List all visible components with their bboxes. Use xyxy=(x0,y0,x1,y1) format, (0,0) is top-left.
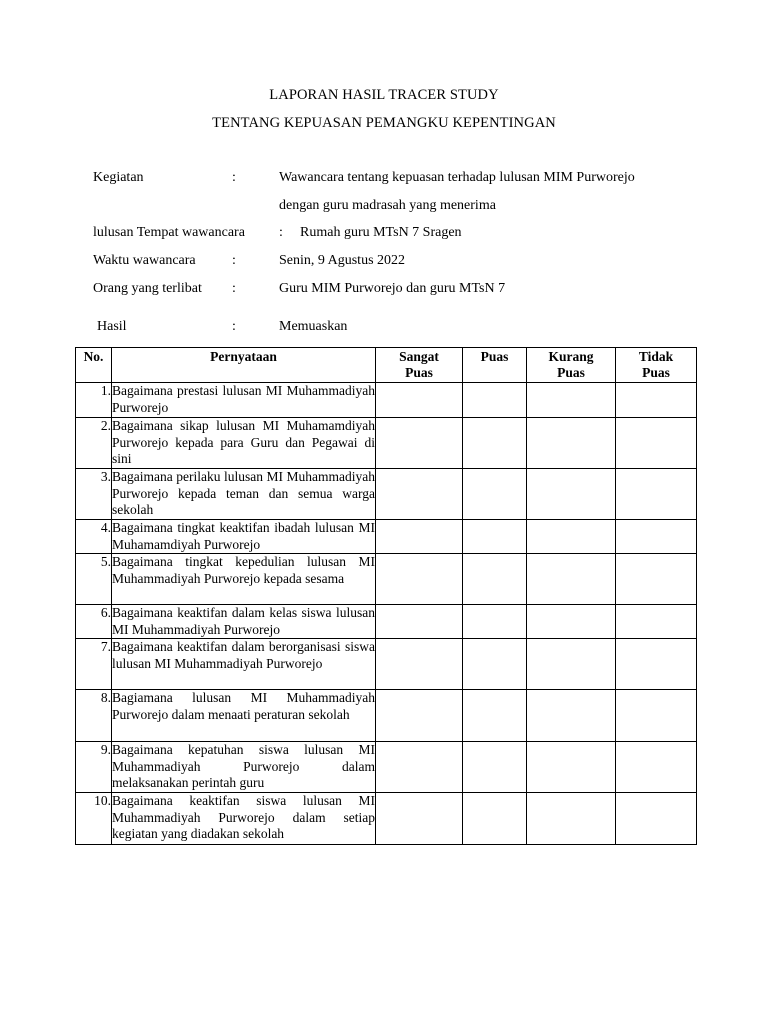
table-row xyxy=(76,639,697,690)
header-tidak-puas-line1: Tidak xyxy=(638,349,674,364)
info-colon: : xyxy=(232,170,236,185)
cell-puas[interactable] xyxy=(463,639,527,690)
cell-puas[interactable] xyxy=(463,554,527,605)
header-sangat-puas-line2: Puas xyxy=(405,365,433,380)
header-kurang-puas-line2: Puas xyxy=(557,365,585,380)
cell-tidak-puas[interactable] xyxy=(616,690,697,742)
satisfaction-table xyxy=(75,347,697,845)
info-value-kegiatan: Wawancara tentang kepuasan terhadap lulusan MIM Purworejo xyxy=(279,170,635,185)
row-number: 9. xyxy=(76,742,112,793)
row-number: 4. xyxy=(76,520,112,554)
cell-sangat-puas[interactable] xyxy=(376,690,463,742)
cell-tidak-puas[interactable] xyxy=(616,639,697,690)
info-row-hasil xyxy=(0,319,768,339)
cell-kurang-puas[interactable] xyxy=(527,520,616,554)
cell-sangat-puas[interactable] xyxy=(376,605,463,639)
row-statement: Bagaimana keaktifan siswa lulusan MI Muhammadiyah Purworejo dalam setiap kegiatan yang diadakan sekolah xyxy=(112,793,376,845)
cell-tidak-puas[interactable] xyxy=(616,793,697,845)
cell-tidak-puas[interactable] xyxy=(616,554,697,605)
row-statement: Bagaimana kepatuhan siswa lulusan MI Muhammadiyah Purworejo dalam melaksanakan perintah guru xyxy=(112,742,376,793)
cell-sangat-puas[interactable] xyxy=(376,742,463,793)
cell-puas[interactable] xyxy=(463,520,527,554)
table-row xyxy=(76,520,697,554)
info-label-kegiatan: Kegiatan xyxy=(93,170,144,185)
header-sangat-puas-line1: Sangat xyxy=(399,349,439,364)
cell-puas[interactable] xyxy=(463,418,527,469)
row-statement: Bagiamana lulusan MI Muhammadiyah Purworejo dalam menaati peraturan sekolah xyxy=(112,690,376,742)
cell-kurang-puas[interactable] xyxy=(527,690,616,742)
table-row xyxy=(76,469,697,520)
info-value-tempat: Rumah guru MTsN 7 Sragen xyxy=(300,225,462,240)
info-value-hasil: Memuaskan xyxy=(279,319,348,334)
info-label-orang: Orang yang terlibat xyxy=(93,281,202,296)
cell-puas[interactable] xyxy=(463,383,527,418)
cell-puas[interactable] xyxy=(463,793,527,845)
cell-sangat-puas[interactable] xyxy=(376,793,463,845)
row-number: 7. xyxy=(76,639,112,690)
cell-kurang-puas[interactable] xyxy=(527,469,616,520)
cell-kurang-puas[interactable] xyxy=(527,793,616,845)
info-row-tempat xyxy=(0,225,768,245)
row-statement: Bagaimana keaktifan dalam kelas siswa lulusan MI Muhammadiyah Purworejo xyxy=(112,605,375,637)
info-row-kegiatan-cont xyxy=(0,198,768,218)
header-sangat-puas xyxy=(376,348,463,383)
cell-kurang-puas[interactable] xyxy=(527,639,616,690)
cell-tidak-puas[interactable] xyxy=(616,520,697,554)
info-colon: : xyxy=(232,319,236,334)
cell-tidak-puas[interactable] xyxy=(616,383,697,418)
cell-tidak-puas[interactable] xyxy=(616,418,697,469)
info-value-orang: Guru MIM Purworejo dan guru MTsN 7 xyxy=(279,281,506,296)
document-title: LAPORAN HASIL TRACER STUDY xyxy=(269,87,499,103)
info-value-waktu: Senin, 9 Agustus 2022 xyxy=(279,253,406,268)
row-statement: Bagaimana tingkat kepedulian lulusan MI Muhammadiyah Purworejo kepada sesama xyxy=(112,554,376,605)
row-statement: Bagaimana keaktifan dalam berorganisasi siswa lulusan MI Muhammadiyah Purworejo xyxy=(112,639,376,690)
header-pernyataan: Pernyataan xyxy=(112,348,376,383)
cell-kurang-puas[interactable] xyxy=(527,605,616,639)
row-number: 2. xyxy=(76,418,112,469)
cell-kurang-puas[interactable] xyxy=(527,418,616,469)
header-puas: Puas xyxy=(463,348,527,383)
header-kurang-puas-line1: Kurang xyxy=(548,349,594,364)
info-value-kegiatan-cont: dengan guru madrasah yang menerima xyxy=(279,198,496,213)
info-row-kegiatan xyxy=(0,170,768,190)
cell-puas[interactable] xyxy=(463,605,527,639)
cell-sangat-puas[interactable] xyxy=(376,554,463,605)
info-colon: : xyxy=(279,225,283,240)
cell-sangat-puas[interactable] xyxy=(376,520,463,554)
table-row xyxy=(76,418,697,469)
header-kurang-puas xyxy=(527,348,616,383)
row-statement: Bagaimana perilaku lulusan MI Muhammadiyah Purworejo kepada teman dan semua warga sekolah xyxy=(112,469,376,520)
info-label-waktu: Waktu wawancara xyxy=(93,253,196,268)
info-colon: : xyxy=(232,253,236,268)
info-row-waktu xyxy=(0,253,768,273)
header-tidak-puas-line2: Puas xyxy=(642,365,670,380)
table-header-row xyxy=(76,348,697,383)
table-row xyxy=(76,605,697,639)
header-tidak-puas xyxy=(616,348,697,383)
cell-sangat-puas[interactable] xyxy=(376,383,463,418)
row-number: 5. xyxy=(76,554,112,605)
cell-sangat-puas[interactable] xyxy=(376,469,463,520)
row-number: 1. xyxy=(76,383,112,418)
row-number: 6. xyxy=(76,605,112,639)
info-row-orang xyxy=(0,281,768,301)
row-statement: Bagaimana sikap lulusan MI Muhamamdiyah Purworejo kepada para Guru dan Pegawai di sini xyxy=(112,418,376,469)
cell-kurang-puas[interactable] xyxy=(527,554,616,605)
header-no: No. xyxy=(76,348,112,383)
cell-tidak-puas[interactable] xyxy=(616,469,697,520)
cell-kurang-puas[interactable] xyxy=(527,383,616,418)
row-statement: Bagaimana prestasi lulusan MI Muhammadiyah Purworejo xyxy=(112,383,376,418)
cell-sangat-puas[interactable] xyxy=(376,418,463,469)
cell-kurang-puas[interactable] xyxy=(527,742,616,793)
table-row xyxy=(76,793,697,845)
cell-tidak-puas[interactable] xyxy=(616,742,697,793)
table-row xyxy=(76,383,697,418)
info-label-tempat: lulusan Tempat wawancara xyxy=(93,225,245,240)
cell-puas[interactable] xyxy=(463,742,527,793)
table-row xyxy=(76,554,697,605)
info-colon: : xyxy=(232,281,236,296)
document-subtitle: TENTANG KEPUASAN PEMANGKU KEPENTINGAN xyxy=(212,115,556,131)
table-row xyxy=(76,690,697,742)
info-label-hasil: Hasil xyxy=(97,319,127,334)
cell-puas[interactable] xyxy=(463,469,527,520)
row-number: 8. xyxy=(76,690,112,742)
cell-sangat-puas[interactable] xyxy=(376,639,463,690)
row-number: 3. xyxy=(76,469,112,520)
cell-puas[interactable] xyxy=(463,690,527,742)
row-statement: Bagaimana tingkat keaktifan ibadah lulusan MI Muhamamdiyah Purworejo xyxy=(112,520,375,552)
row-number: 10. xyxy=(76,793,112,845)
cell-tidak-puas[interactable] xyxy=(616,605,697,639)
table-row xyxy=(76,742,697,793)
